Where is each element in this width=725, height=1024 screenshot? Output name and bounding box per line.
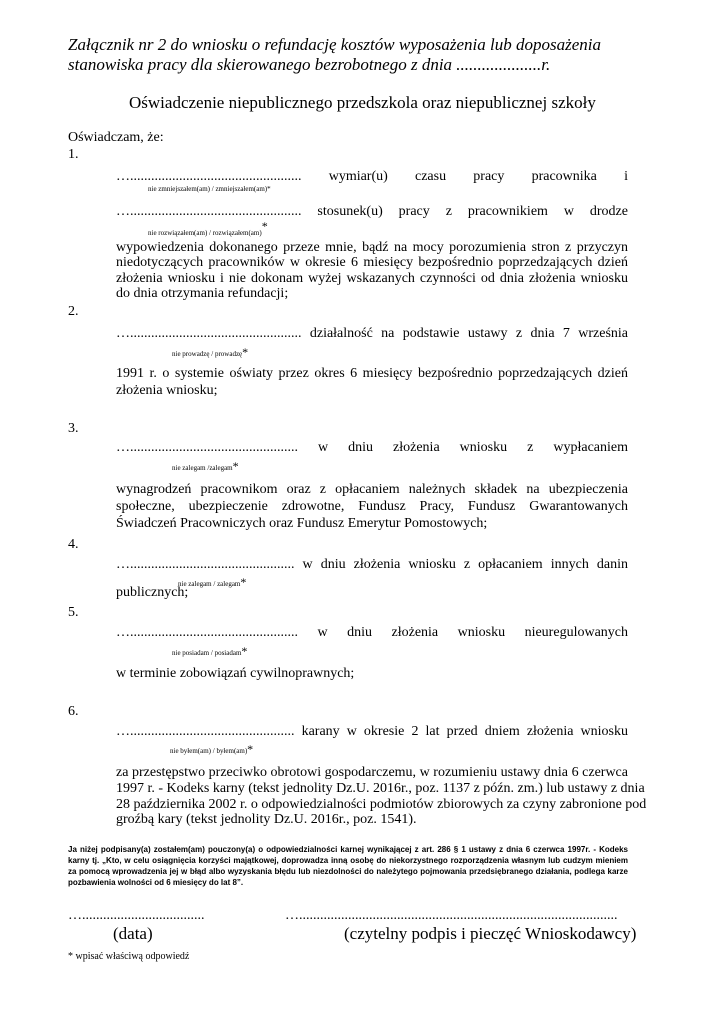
item-1-cont-4: do dnia otrzymania refundacji; — [116, 286, 289, 301]
item-2-number: 2. — [68, 304, 79, 319]
item-4-cont-1: publicznych; — [116, 585, 189, 600]
item-6-cont-4: groźbą kary (tekst jednolity Dz.U. 2016r., poz. 1541). — [116, 812, 417, 827]
item-6-number: 6. — [68, 704, 79, 719]
signature-label: (czytelny podpis i pieczęć Wnioskodawcy) — [344, 924, 637, 943]
item-2-option-star: * — [242, 345, 249, 359]
item-2-option: nie prowadzę / prowadzę* — [172, 345, 249, 359]
item-1-cont-1: wypowiedzenia dokonanego przeze mnie, bądź na mocy porozumienia stron z przyczyn — [116, 240, 628, 255]
item-5-cont-1: w terminie zobowiązań cywilnoprawnych; — [116, 666, 355, 681]
date-dots: …................................... — [68, 908, 205, 923]
item-3-option-star: * — [232, 459, 239, 473]
item-4-number: 4. — [68, 537, 79, 552]
item-6-cont-3: 28 października 2002 r. o odpowiedzialności podmiotów zbiorowych za czyny zabronione pod — [116, 797, 647, 812]
signature-dots: …........................................................................................... — [285, 908, 618, 923]
item-5-option-star: * — [241, 644, 248, 658]
item-6-cont-1: za przestępstwo przeciwko obrotowi gospodarczemu, w rozumieniu ustawy dnia 6 czerwca — [116, 765, 628, 780]
header-line-1: Załącznik nr 2 do wniosku o refundację kosztów wyposażenia lub doposażenia — [68, 35, 601, 54]
item-3-line: …................................................ w dniu złożenia wniosku z wypłacaniem — [116, 440, 628, 455]
header-line-2: stanowiska pracy dla skierowanego bezrobotnego z dnia ....................r. — [68, 55, 551, 74]
item-4-line: …............................................... w dniu złożenia wniosku z opłacaniem innych danin — [116, 557, 628, 572]
item-1-number: 1. — [68, 147, 79, 162]
item-1-cont-2: niedotyczących pracowników w okresie 6 miesięcy bezpośrednio poprzedzających dzień — [116, 255, 628, 270]
item-6-option-star: * — [247, 742, 254, 756]
item-1-option-b: nie rozwiązałem(am) / rozwiązałem(am)* — [148, 219, 268, 237]
item-6-cont-2: 1997 r. - Kodeks karny (tekst jednolity Dz.U. 2016r., poz. 1137 z późn. zm.) lub ustawy z dnia — [116, 781, 645, 796]
item-1-option-a: nie zmniejszałem(am) / zmniejszałem(am)* — [148, 185, 271, 193]
item-2-cont-2: złożenia wniosku; — [116, 383, 218, 398]
item-2-cont-1: 1991 r. o systemie oświaty przez okres 6 miesięcy bezpośrednio poprzedzających dzień — [116, 366, 628, 381]
item-6-option: nie byłem(am) / byłem(am)* — [170, 742, 254, 756]
item-4-option-star: * — [240, 575, 247, 589]
item-1-cont-3: złożenia wniosku i nie dokonam wyżej wskazanych czynności od dnia złożenia wniosku — [116, 271, 628, 286]
item-3-number: 3. — [68, 421, 79, 436]
item-3-cont-3: Świadczeń Pracowniczych oraz Fundusz Emerytur Pomostowych; — [116, 516, 488, 531]
item-5-number: 5. — [68, 605, 79, 620]
item-3-cont-1: wynagrodzeń pracownikom oraz z opłacaniem należnych składek na ubezpieczenia — [116, 482, 628, 497]
item-5-option: nie posiadam / posiadam* — [172, 644, 248, 658]
intro-text: Oświadczam, że: — [68, 130, 164, 145]
item-4-option: nie zalegam / zalegam* — [178, 575, 247, 589]
document-title: Oświadczenie niepublicznego przedszkola oraz niepublicznej szkoły — [129, 93, 596, 112]
item-1-option-b-star: * — [261, 219, 268, 233]
legal-notice: Ja niżej podpisany(a) zostałem(am) pouczony(a) o odpowiedzialności karnej wynikającej z art. 286 § 1 ustawy z dnia 6 czerwca 1997r. - Kodeks karny tj. „Kto, w celu osiągnięcia korzyści majątkowej, doprowadza inną osobę do niekorzystnego rozporządzenia własnym lub cudzym mieniem za pomocą wprowadzenia jej w błąd albo wyzyskania błędu lub niezdolności do należytego pojmowania przedsiębranego działania, podlega karze pozbawienia wolności od 6 miesięcy do lat 8”. — [68, 845, 628, 887]
item-1-line-b: …................................................. stosunek(u) pracy z pracownikiem w drodze — [116, 204, 628, 219]
item-6-line: …............................................... karany w okresie 2 lat przed dniem złożenia wniosku — [116, 724, 628, 739]
item-5-line: …................................................ w dniu złożenia wniosku nieuregulowanych — [116, 625, 628, 640]
item-3-option: nie zalegam /zalegam* — [172, 459, 239, 473]
item-3-cont-2: społeczne, ubezpieczenie zdrowotne, Fundusz Pracy, Fundusz Gwarantowanych — [116, 499, 628, 514]
item-1-line-a: …................................................. wymiar(u) czasu pracy pracownika i — [116, 169, 628, 184]
date-label: (data) — [113, 924, 153, 943]
footnote: * wpisać właściwą odpowiedź — [68, 951, 190, 962]
item-2-line: …................................................. działalność na podstawie ustawy z dnia 7 września — [116, 326, 628, 341]
